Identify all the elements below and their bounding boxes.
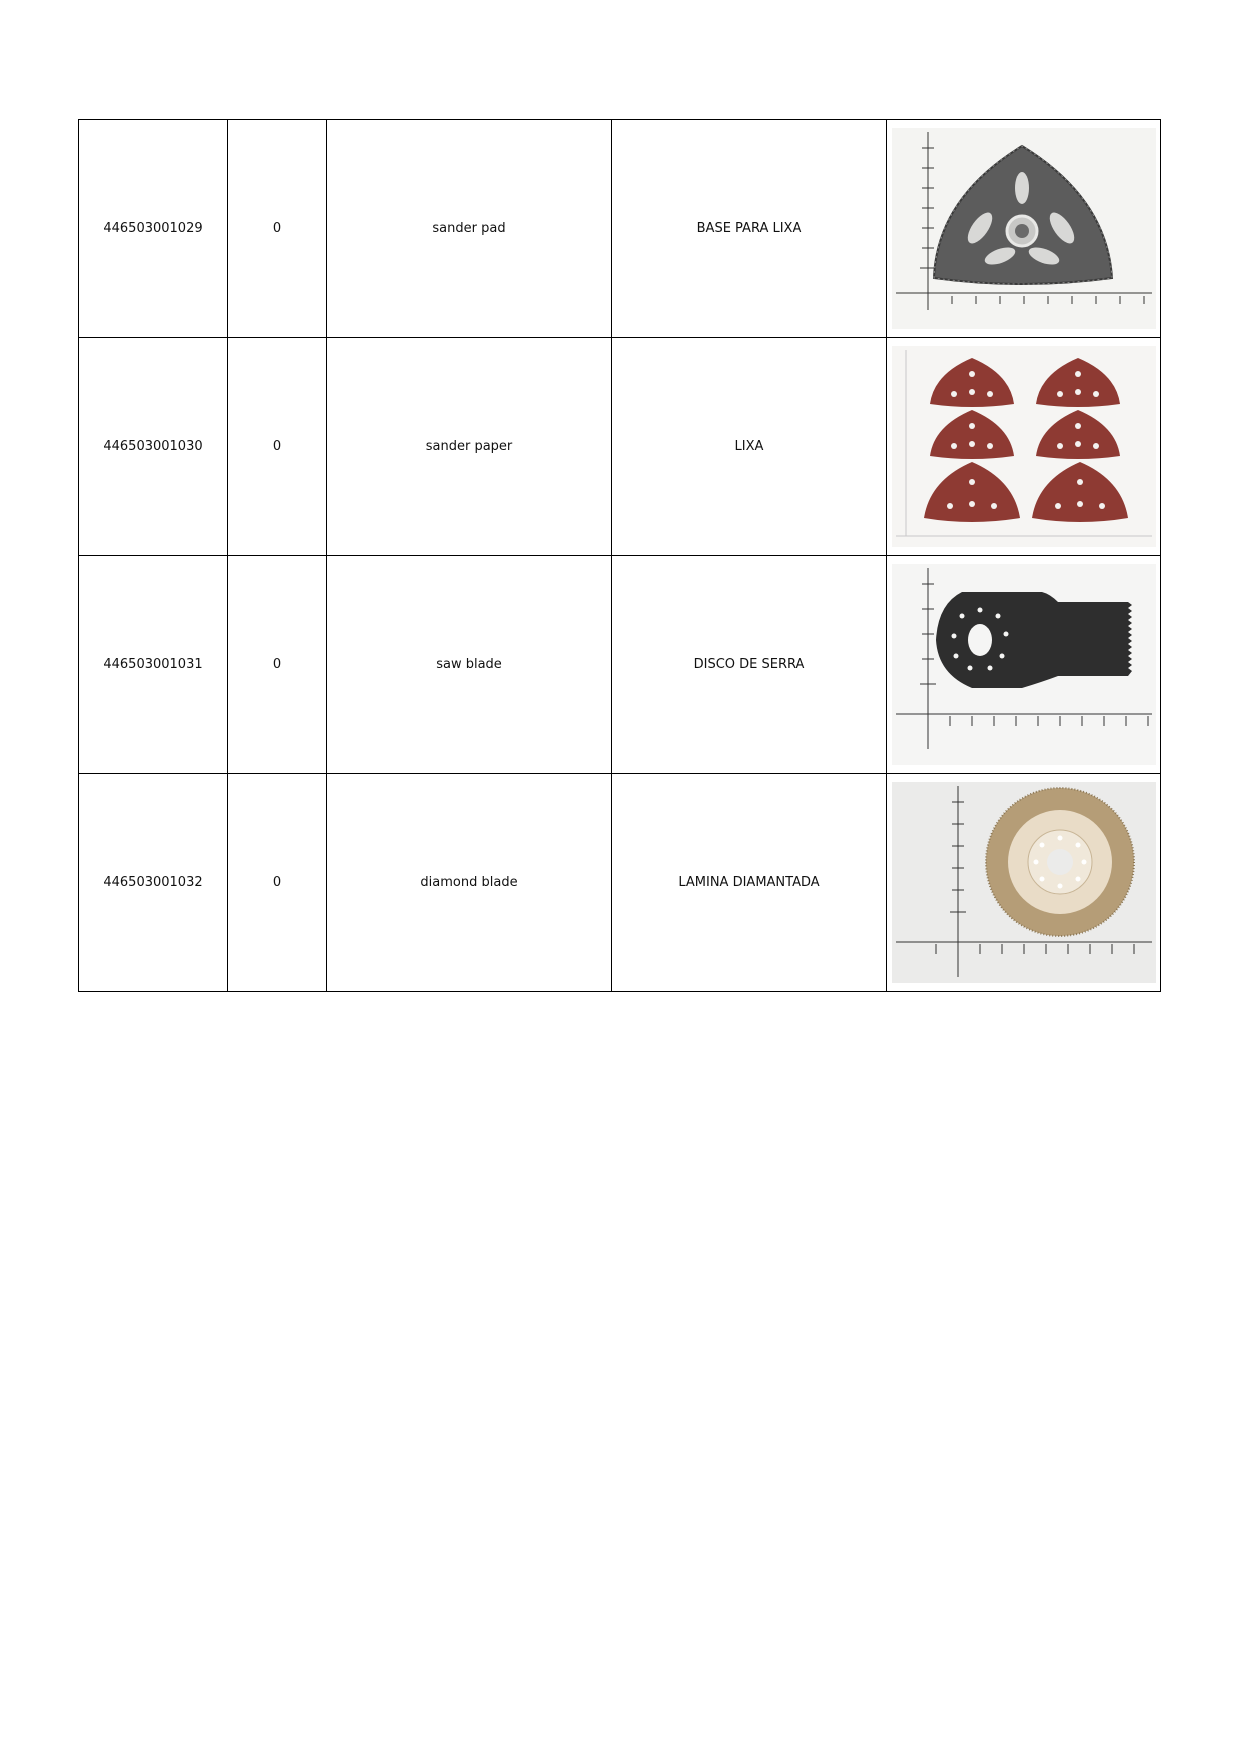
sander-pad-icon bbox=[892, 128, 1156, 329]
diamond-blade-icon bbox=[892, 782, 1156, 983]
part-qty: 0 bbox=[228, 556, 327, 774]
part-qty: 0 bbox=[228, 774, 327, 992]
part-image bbox=[887, 774, 1161, 992]
part-image bbox=[887, 120, 1161, 338]
table-row bbox=[79, 338, 1161, 556]
saw-blade-icon bbox=[892, 564, 1156, 765]
part-name-en: sander pad bbox=[327, 120, 612, 338]
table-row bbox=[79, 120, 1161, 338]
part-code: 446503001032 bbox=[79, 774, 228, 992]
part-name-en: saw blade bbox=[327, 556, 612, 774]
part-qty: 0 bbox=[228, 120, 327, 338]
part-qty: 0 bbox=[228, 338, 327, 556]
table-row bbox=[79, 556, 1161, 774]
part-code: 446503001031 bbox=[79, 556, 228, 774]
part-code: 446503001030 bbox=[79, 338, 228, 556]
sander-paper-icon bbox=[892, 346, 1156, 547]
part-name-en: sander paper bbox=[327, 338, 612, 556]
table-row bbox=[79, 774, 1161, 992]
part-image bbox=[887, 338, 1161, 556]
part-name-en: diamond blade bbox=[327, 774, 612, 992]
part-name-pt: BASE PARA LIXA bbox=[612, 120, 887, 338]
part-name-pt: LIXA bbox=[612, 338, 887, 556]
part-name-pt: DISCO DE SERRA bbox=[612, 556, 887, 774]
part-name-pt: LAMINA DIAMANTADA bbox=[612, 774, 887, 992]
part-image bbox=[887, 556, 1161, 774]
part-code: 446503001029 bbox=[79, 120, 228, 338]
parts-table bbox=[78, 119, 1161, 992]
